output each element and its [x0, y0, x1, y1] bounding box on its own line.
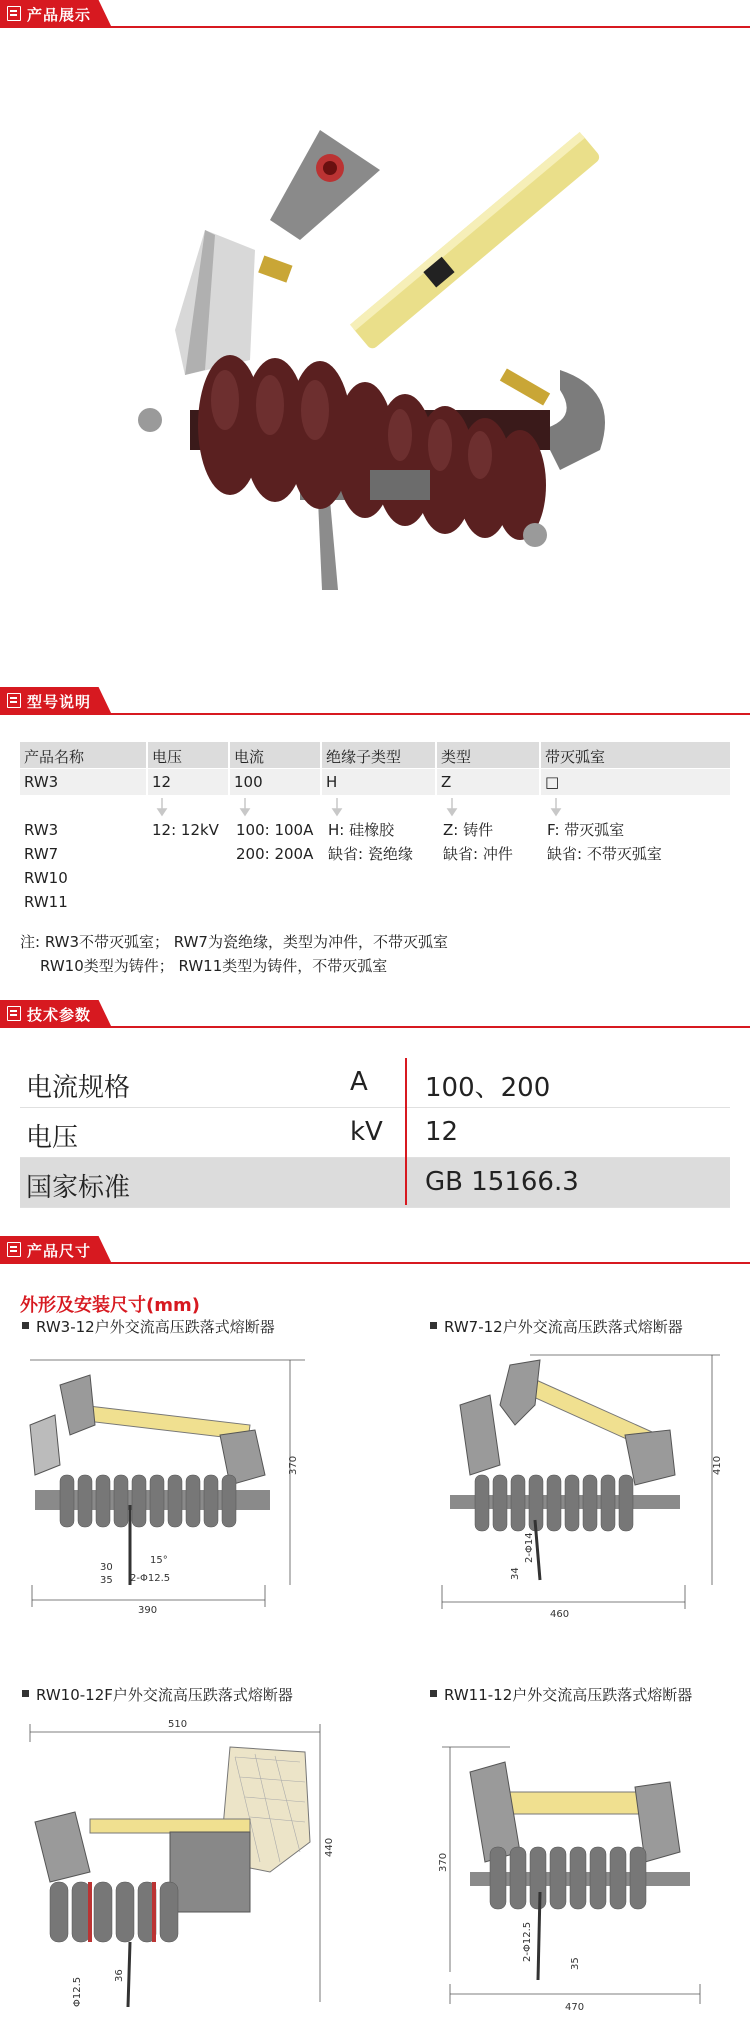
spec-value: 12: [425, 1117, 459, 1147]
model-note: [20, 930, 448, 978]
option-item: H: 硅橡胶: [328, 821, 395, 839]
dim-label: 390: [138, 1605, 158, 1616]
value-cell: 12: [148, 769, 230, 795]
spec-table: [20, 1058, 730, 1208]
diagram-rw3: [20, 1345, 320, 1630]
section-title: 型号说明: [27, 693, 92, 711]
value-cell: RW3: [20, 769, 148, 795]
spec-row: [20, 1058, 730, 1108]
section-header-display: [0, 0, 750, 28]
type-options: [443, 818, 513, 866]
model-table-header: [20, 742, 730, 768]
option-item: 100: 100A: [236, 821, 314, 839]
dim-label: 36: [114, 1969, 125, 1982]
dim-label: 370: [438, 1852, 449, 1872]
product-photo: [0, 30, 750, 670]
dim-label: 370: [288, 1455, 299, 1475]
option-item: RW11: [24, 893, 68, 911]
section-title: 产品尺寸: [27, 1242, 92, 1260]
spec-value: GB 15166.3: [425, 1167, 579, 1197]
section-title: 技术参数: [27, 1006, 92, 1024]
option-arrows: [0, 796, 750, 820]
document-icon: [7, 6, 21, 21]
diagram-label: RW7-12户外交流高压跌落式熔断器: [430, 1316, 683, 1337]
dim-label: 2-Φ12.5: [522, 1921, 533, 1962]
size-subtitle: 外形及安装尺寸(mm): [20, 1295, 200, 1316]
diagram-rw11: [430, 1712, 730, 2012]
spec-value: 100、200: [425, 1073, 551, 1103]
header-cell: 电流: [230, 742, 322, 768]
diagram-label: RW10-12F户外交流高压跌落式熔断器: [22, 1684, 293, 1705]
value-cell: Z: [437, 769, 541, 795]
dim-label: 2-Φ14: [524, 1532, 535, 1563]
spec-row: [20, 1158, 730, 1208]
spec-row: [20, 1108, 730, 1158]
header-cell: 带灭弧室: [545, 748, 606, 766]
option-item: F: 带灭弧室: [547, 821, 625, 839]
name-options: [24, 818, 68, 914]
dim-label: 460: [550, 1609, 570, 1620]
column-divider: [405, 1058, 407, 1205]
dim-label: 410: [712, 1455, 723, 1475]
dim-label: Φ12.5: [72, 1976, 83, 2007]
diagram-label: RW3-12户外交流高压跌落式熔断器: [22, 1316, 275, 1337]
option-item: Z: 铸件: [443, 821, 494, 839]
option-item: 缺省: 瓷绝缘: [328, 845, 413, 863]
diagram-rw7: [430, 1345, 730, 1630]
spec-name: 国家标准: [26, 1173, 131, 1203]
spec-name: 电压: [26, 1123, 79, 1153]
header-cell: 电压: [148, 742, 230, 768]
option-item: 缺省: 不带灭弧室: [547, 845, 662, 863]
diagram-label: RW11-12户外交流高压跌落式熔断器: [430, 1684, 692, 1705]
dim-label: 34: [510, 1567, 521, 1580]
section-header-params: [0, 1000, 750, 1028]
option-item: RW3: [24, 821, 59, 839]
dim-label: 2-Φ12.5: [130, 1573, 171, 1584]
section-header-model: [0, 687, 750, 715]
header-cell: 产品名称: [20, 742, 148, 768]
current-options: [236, 818, 313, 866]
section-header-size: [0, 1236, 750, 1264]
document-icon: [7, 1006, 21, 1021]
header-cell: 类型: [437, 742, 541, 768]
dim-label: 15°: [150, 1555, 168, 1566]
insulator-options: [328, 818, 413, 866]
dim-label: 470: [565, 2002, 585, 2013]
spec-unit: kV: [350, 1117, 383, 1147]
spec-unit: A: [350, 1067, 368, 1097]
arc-options: [547, 818, 662, 866]
dim-label: 510: [168, 1719, 188, 1730]
model-table-row: [20, 769, 730, 795]
diagram-rw10: [20, 1712, 335, 2012]
dim-label: 440: [324, 1837, 335, 1857]
note-line: 注: RW3不带灭弧室； RW7为瓷绝缘，类型为冲件，不带灭弧室: [20, 933, 448, 951]
document-icon: [7, 693, 21, 708]
note-line: RW10类型为铸件； RW11类型为铸件，不带灭弧室: [40, 957, 388, 975]
option-item: 12: 12kV: [152, 821, 219, 839]
dim-label: 35: [100, 1575, 113, 1586]
model-table: [20, 742, 730, 795]
spec-name: 电流规格: [26, 1073, 131, 1103]
value-cell: 100: [230, 769, 322, 795]
document-icon: [7, 1242, 21, 1257]
dim-label: 30: [100, 1562, 113, 1573]
option-item: 200: 200A: [236, 845, 314, 863]
value-cell: H: [322, 769, 437, 795]
option-item: RW7: [24, 845, 59, 863]
dim-label: 35: [570, 1957, 581, 1970]
option-item: RW10: [24, 869, 68, 887]
section-title: 产品展示: [27, 6, 92, 24]
header-cell: 绝缘子类型: [322, 742, 437, 768]
option-item: 缺省: 冲件: [443, 845, 513, 863]
voltage-options: [152, 818, 219, 842]
value-cell: □: [545, 773, 560, 791]
